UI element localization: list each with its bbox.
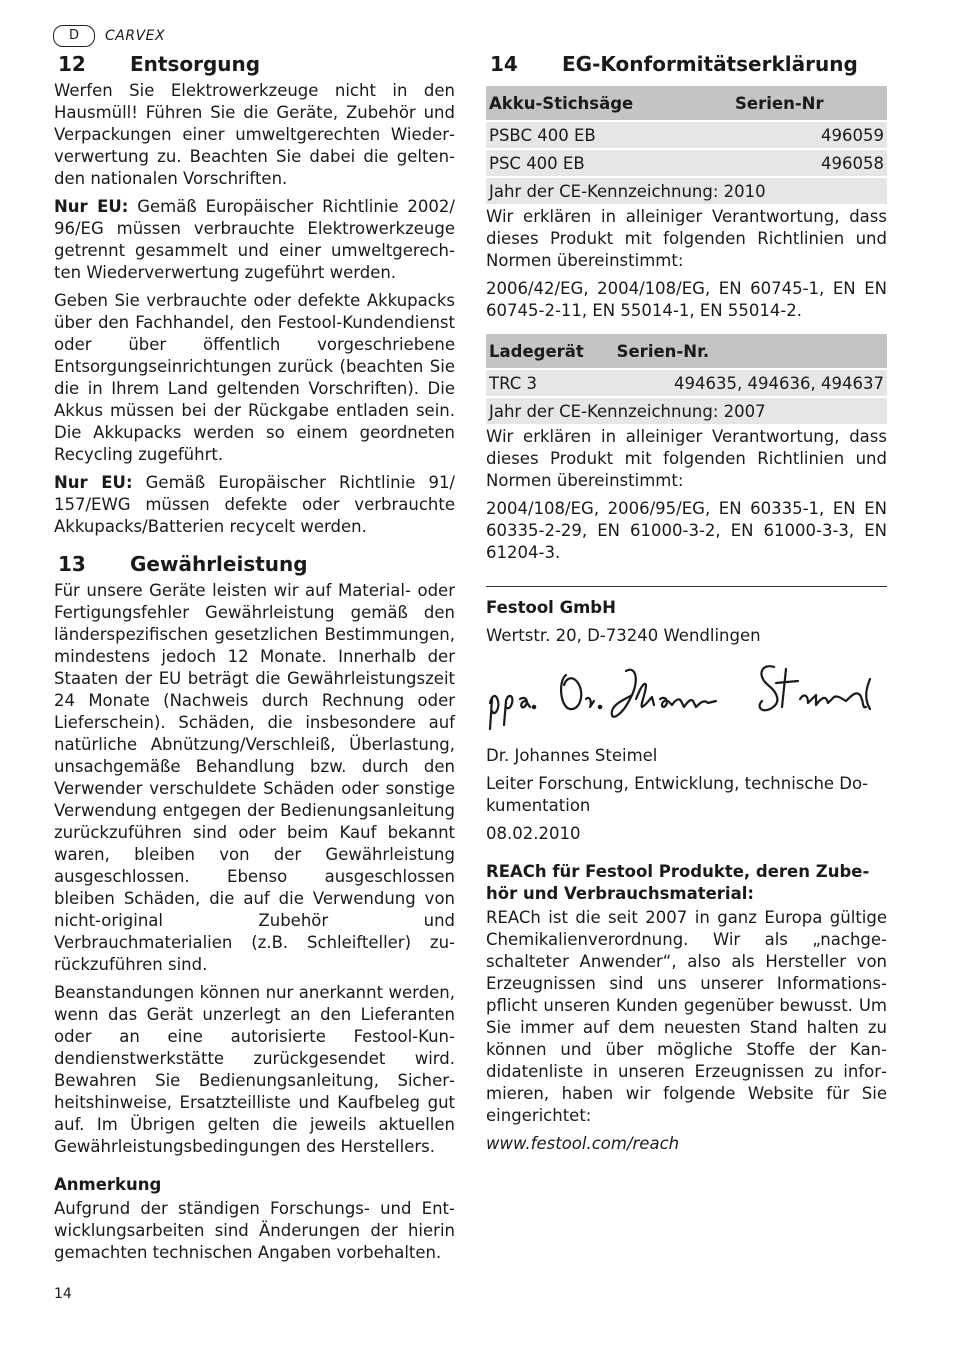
- norms-text-2: 2004/108/EG, 2006/95/EG, EN 60335-1, EN EN 60335-2-29, EN 61000-3-2, EN 61000-3-3, EN 61204-3.: [486, 499, 887, 562]
- serial-cell: 496059: [732, 121, 887, 149]
- page-number: 14: [54, 1286, 72, 1302]
- disposal-paragraph-4: [54, 472, 455, 538]
- serial-cell: 494635, 494636, 494637: [614, 369, 887, 397]
- disposal-paragraph-2: [54, 196, 455, 284]
- disposal-paragraph-4-text: Gemäß Europäischer Richtlinie 91/ 157/EWG müssen defekte oder verbrauchte Akkupacks/Batterien recycelt werden.: [54, 473, 455, 536]
- table-header-row: [486, 86, 887, 121]
- section-number: 13: [58, 552, 86, 576]
- section-14-heading: [486, 50, 887, 78]
- table-row: [486, 121, 887, 149]
- table-header-cell: Akku-Stichsäge: [486, 86, 732, 121]
- signer-role: Leiter Forschung, Entwicklung, technische Dokumentation: [486, 774, 869, 815]
- model-cell: PSC 400 EB: [486, 149, 732, 177]
- section-12-heading: [54, 50, 455, 78]
- company-name: Festool GmbH: [486, 598, 616, 617]
- eu-label: Nur EU:: [54, 473, 133, 492]
- section-number: 12: [58, 52, 86, 76]
- right-column: [486, 50, 887, 1161]
- note-paragraph: Aufgrund der ständigen Forschungs- und Entwicklungsarbeiten sind Änderungen der hierin gemachten technischen Angaben vorbehalten.: [54, 1199, 455, 1262]
- table-row: [486, 397, 887, 425]
- disposal-paragraph-2-text: Gemäß Europäischer Richtlinie 2002/ 96/EG müssen verbrauchte Elektrowerkzeuge getrennt gesammelt und einer umweltgerechten Wiederverwertung zugeführt werden.: [54, 197, 455, 282]
- declaration-text-2: Wir erklären in alleiniger Verantwortung, dass dieses Produkt mit folgenden Richtlinien und Normen übereinstimmt:: [486, 427, 887, 490]
- disposal-paragraph-1: Werfen Sie Elektrowerkzeuge nicht in den Hausmüll! Führen Sie die Geräte, Zubehör und Verpackungen einer umweltgerechten Wiederverwertung zu. Beachten Sie dabei die geltenden nationalen Vorschriften.: [54, 81, 455, 188]
- table-header-row: [486, 334, 887, 369]
- model-cell: PSBC 400 EB: [486, 121, 732, 149]
- product-name: CARVEX: [105, 28, 166, 44]
- section-title: Gewährleistung: [130, 552, 308, 576]
- table-row: [486, 369, 887, 397]
- left-column: [54, 50, 455, 1270]
- section-13-heading: [54, 550, 455, 578]
- charger-serial-table: [486, 334, 887, 426]
- section-number: 14: [490, 52, 518, 76]
- company-address: Wertstr. 20, D-73240 Wendlingen: [486, 626, 761, 645]
- reach-website-link[interactable]: www.festool.com/reach: [486, 1134, 680, 1153]
- reach-heading: REACh für Festool Produkte, deren Zubehör und Verbrauchsmaterial:: [486, 862, 870, 903]
- table-header-cell: Serien-Nr.: [614, 334, 887, 369]
- ce-year-cell: Jahr der CE-Kennzeichnung: 2010: [486, 177, 887, 205]
- table-header-cell: Ladegerät: [486, 334, 614, 369]
- reach-paragraph: REACh ist die seit 2007 in ganz Europa gültige Chemikalienverordnung. Wir als „nachgeschalteter Anwender“, also als Hersteller von Erzeugnissen sind uns unserer Informationspflicht unseren Kunden gegenüber bewusst. Um Sie immer auf dem neuesten Stand halten zu können und über mögliche Stoffe der Kandidatenliste in unseren Erzeugnissen zu informieren, haben wir folgende Website für Sie eingerichtet:: [486, 908, 887, 1125]
- table-header-cell: Serien-Nr: [732, 86, 887, 121]
- jigsaw-serial-table: [486, 86, 887, 206]
- note-heading: Anmerkung: [54, 1175, 162, 1194]
- divider: [486, 586, 887, 587]
- page-header: [53, 25, 165, 47]
- section-title: Entsorgung: [130, 52, 261, 76]
- disposal-paragraph-3: Geben Sie verbrauchte oder defekte Akkupacks über den Fachhandel, den Festool-Kundendienst oder über öffentlich vorgeschriebene Entsorgungseinrichtungen zurück (beachten Sie die in Ihrem Land geltenden Vorschriften). Die Akkus müssen bei der Rückgabe entladen sein. Die Akkupacks werden so einem geordneten Recycling zugeführt.: [54, 291, 455, 464]
- serial-cell: 496058: [732, 149, 887, 177]
- warranty-paragraph-2: Beanstandungen können nur anerkannt werden, wenn das Gerät unzerlegt an den Lieferanten oder an eine autorisierte Festool-Kundendienstwerkstätte zurückgesendet wird. Bewahren Sie Bedienungsanleitung, Sicherheitshinweise, Ersatzteilliste und Kaufbeleg gut auf. Im Übrigen gelten die jeweils aktuellen Gewährleistungsbedingungen des Herstellers.: [54, 983, 455, 1156]
- signature-image: [486, 659, 887, 739]
- eu-label: Nur EU:: [54, 197, 129, 216]
- declaration-text-1: Wir erklären in alleiniger Verantwortung, dass dieses Produkt mit folgenden Richtlinien und Normen übereinstimmt:: [486, 207, 887, 270]
- warranty-paragraph-1: Für unsere Geräte leisten wir auf Material- oder Fertigungsfehler Gewährleistung gemäß den länderspezifischen gesetzlichen Bestimmungen, mindestens jedoch 12 Monate. Innerhalb der Staaten der EU beträgt die Gewährleistungszeit 24 Monate (Nachweis durch Rechnung oder Lieferschein). Schäden, die insbesondere auf natürliche Abnützung/Verschleiß, Überlastung, unsachgemäße Behandlung bzw. durch den Verwender verschuldete Schäden oder sonstige Verwendung entgegen der Bedienungsanleitung zurückzuführen sind oder beim Kauf bekannt waren, bleiben von der Gewährleistung ausgeschlossen. Ebenso ausgeschlossen bleiben Schäden, die auf die Verwendung von nicht-original Zubehör und Verbrauchmaterialien (z.B. Schleifteller) zurückzuführen sind.: [54, 581, 455, 974]
- ce-year-cell: Jahr der CE-Kennzeichnung: 2007: [486, 397, 887, 425]
- signer-name: Dr. Johannes Steimel: [486, 746, 658, 765]
- table-row: [486, 177, 887, 205]
- section-title: EG-Konformitätserklärung: [562, 52, 858, 76]
- table-row: [486, 149, 887, 177]
- language-badge: D: [53, 25, 95, 47]
- norms-text-1: 2006/42/EG, 2004/108/EG, EN 60745-1, EN EN 60745-2-11, EN 55014-1, EN 55014-2.: [486, 279, 887, 320]
- signature-date: 08.02.2010: [486, 824, 581, 843]
- model-cell: TRC 3: [486, 369, 614, 397]
